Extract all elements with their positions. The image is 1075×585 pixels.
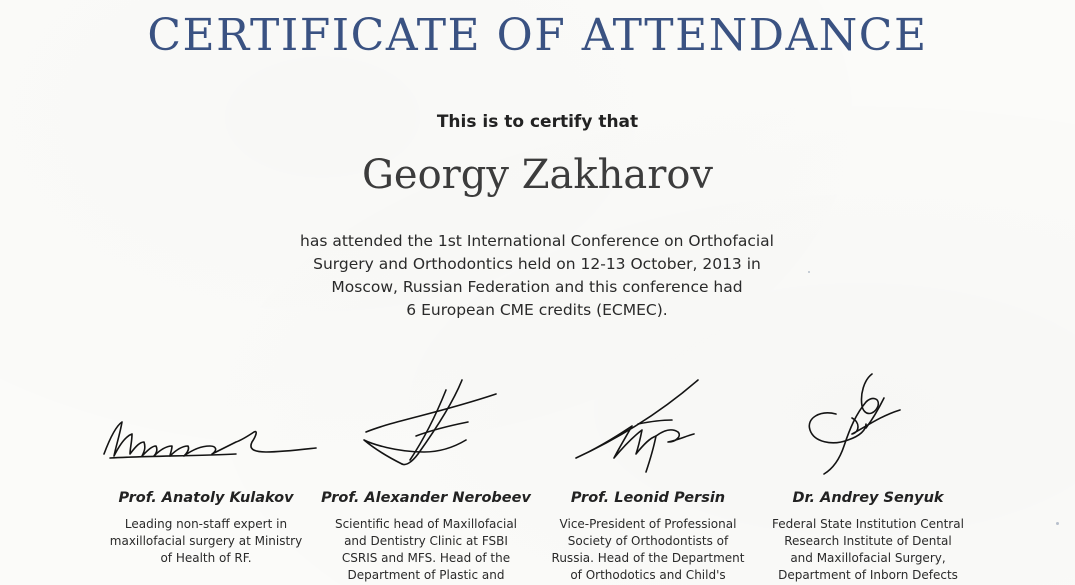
signer-block-persin [528,370,768,584]
signer-block-nerobeev [306,370,546,584]
signature-nerobeev [306,370,546,485]
signer-block-kulakov [86,370,326,567]
signer-desc-line: Department of Plastic and [347,568,505,582]
signer-desc-line: maxillofacial surgery at Ministry [109,534,303,548]
signer-desc-line: Federal State Institution Central [772,517,964,531]
signer-desc-line: and Dentistry Clinic at FSBI [344,534,508,548]
signer-desc-line: CSRIS and MFS. Head of the [341,551,511,565]
body-line: Surgery and Orthodontics held on 12-13 October, 2013 in [313,255,761,273]
signer-name: Prof. Anatoly Kulakov [118,490,294,506]
signature-kulakov [86,370,326,485]
signer-name: Prof. Alexander Nerobeev [321,490,531,506]
certificate-title: CERTIFICATE OF ATTENDANCE [147,10,928,61]
signer-desc-line: and Maxillofacial Surgery, [790,551,946,565]
body-line: has attended the 1st International Conference on Orthofacial [300,232,774,250]
signer-description [748,516,988,584]
paper-speck [1056,522,1059,525]
signer-desc-line: of Orthodotics and Child's [570,568,726,582]
signer-desc-line: Russia. Head of the Department [551,551,745,565]
signer-desc-line: Vice-President of Professional [559,517,737,531]
signer-desc-line: Society of Orthodontists of [567,534,729,548]
signature-senyuk [748,370,988,485]
signer-desc-line: of Health of RF. [160,551,252,565]
signature-persin [528,370,768,485]
certify-line: This is to certify that [436,112,639,132]
signer-desc-line: Research Institute of Dental [784,534,952,548]
signer-name: Dr. Andrey Senyuk [792,490,944,506]
signer-block-senyuk [748,370,988,584]
recipient-name: Georgy Zakharov [361,152,714,198]
body-line: 6 European CME credits (ECMEC). [406,301,668,319]
signer-description [306,516,546,584]
signer-name: Prof. Leonid Persin [570,490,726,506]
signer-desc-line: Department of Inborn Defects [778,568,958,582]
signer-desc-line: Leading non-staff expert in [124,517,288,531]
paper-speck [808,271,810,273]
signer-description [86,516,326,567]
body-line: Moscow, Russian Federation and this conference had [331,278,743,296]
signer-desc-line: Scientific head of Maxillofacial [334,517,518,531]
signer-description [528,516,768,584]
certificate-body [237,230,837,322]
